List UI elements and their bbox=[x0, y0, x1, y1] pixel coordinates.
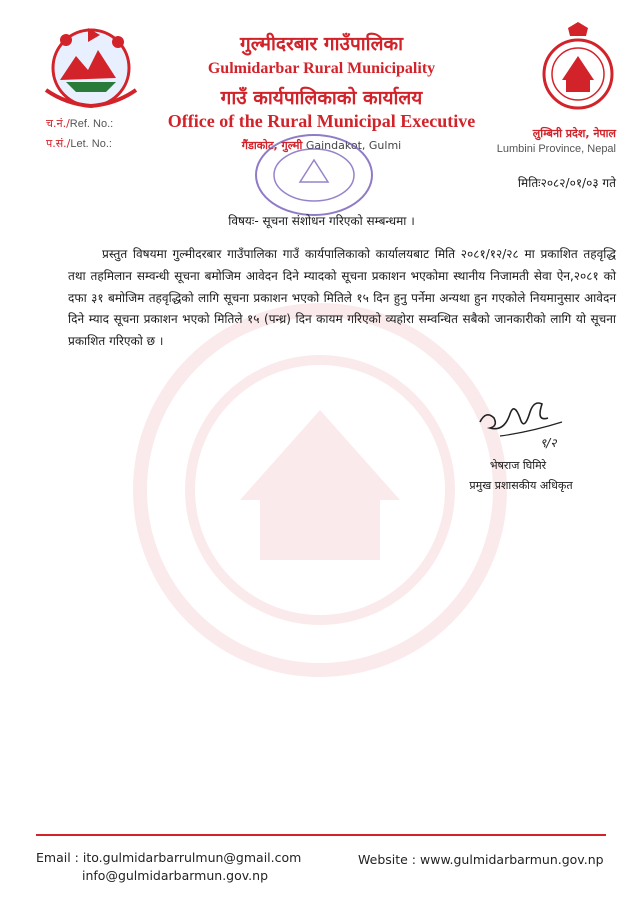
office-name-np: गाउँ कार्यपालिकाको कार्यालय bbox=[220, 87, 423, 109]
ref-no-en: Ref. No.: bbox=[69, 118, 114, 130]
address-en: Gaindakot, Gulmi bbox=[305, 139, 402, 152]
website-link[interactable]: www.gulmidarbarmun.gov.np bbox=[420, 852, 604, 867]
letter-subject: विषयः- सूचना संशोधन गरिएको सम्बन्धमा । bbox=[228, 214, 415, 228]
footer-website-line bbox=[358, 852, 604, 867]
footer-divider bbox=[36, 834, 606, 836]
address-np: गैंडाकोट, गुल्मी bbox=[241, 139, 303, 152]
ref-no-np: च.नं./ bbox=[46, 117, 70, 130]
let-no-line bbox=[46, 136, 112, 151]
email-secondary[interactable]: info@gulmidarbarmun.gov.np bbox=[82, 868, 269, 883]
office-stamp-icon bbox=[250, 130, 378, 220]
letter-body: प्रस्तुत विषयमा गुल्मीदरबार गाउँपालिका गाउँ कार्यपालिकाको कार्यालयबाट मिति २०८१/१२/२८ मा प्रकाशित तहवृद्धि तथा तहमिलान सम्वन्धी सूचना बमोजिम आवेदन दिने म्यादको सूचना प्रकाशन भएकोमा स्थानीय निजामती सेवा ऐन,२०८१ को दफा ३१ बमोजिम तहवृद्धिको लागि सूचना प्रकाशन भएको मितिले १५ दिन हुनु पर्नेमा अन्यथा हुन गएकोले नियमानुसार आवेदन दिने म्याद सूचना प्रकाशन भएको मितिले १५ (पन्ध्र) दिन कायम गरिएको व्यहोरा सम्वन्धित सबैको जानकारीको लागि यो सूचना प्रकाशित गरिएको छ । bbox=[68, 247, 616, 349]
let-no-np: प.सं./ bbox=[46, 137, 71, 150]
province-np: लुम्बिनी प्रदेश, नेपाल bbox=[532, 127, 616, 140]
footer-email-line bbox=[36, 850, 301, 865]
signatory-name: भेषराज घिमिरे bbox=[489, 459, 547, 472]
municipality-name-np: गुल्मीदरबार गाउँपालिका bbox=[240, 33, 403, 55]
signature-mark: ९/२ bbox=[540, 436, 557, 450]
signature-icon bbox=[470, 392, 580, 452]
let-no-en: Let. No.: bbox=[70, 138, 112, 150]
website-label: Website : bbox=[358, 852, 417, 867]
email-label: Email : bbox=[36, 850, 79, 865]
letter-date: मितिः२०८२/०१/०३ गते bbox=[517, 176, 616, 190]
office-name-en: Office of the Rural Municipal Executive bbox=[167, 111, 476, 131]
signatory-title: प्रमुख प्रशासकीय अधिकृत bbox=[469, 479, 573, 492]
email-primary[interactable]: ito.gulmidarbarrulmun@gmail.com bbox=[82, 850, 302, 865]
municipality-name-en: Gulmidarbar Rural Municipality bbox=[207, 60, 436, 77]
ref-no-line bbox=[46, 116, 113, 131]
province-en: Lumbini Province, Nepal bbox=[496, 143, 616, 155]
